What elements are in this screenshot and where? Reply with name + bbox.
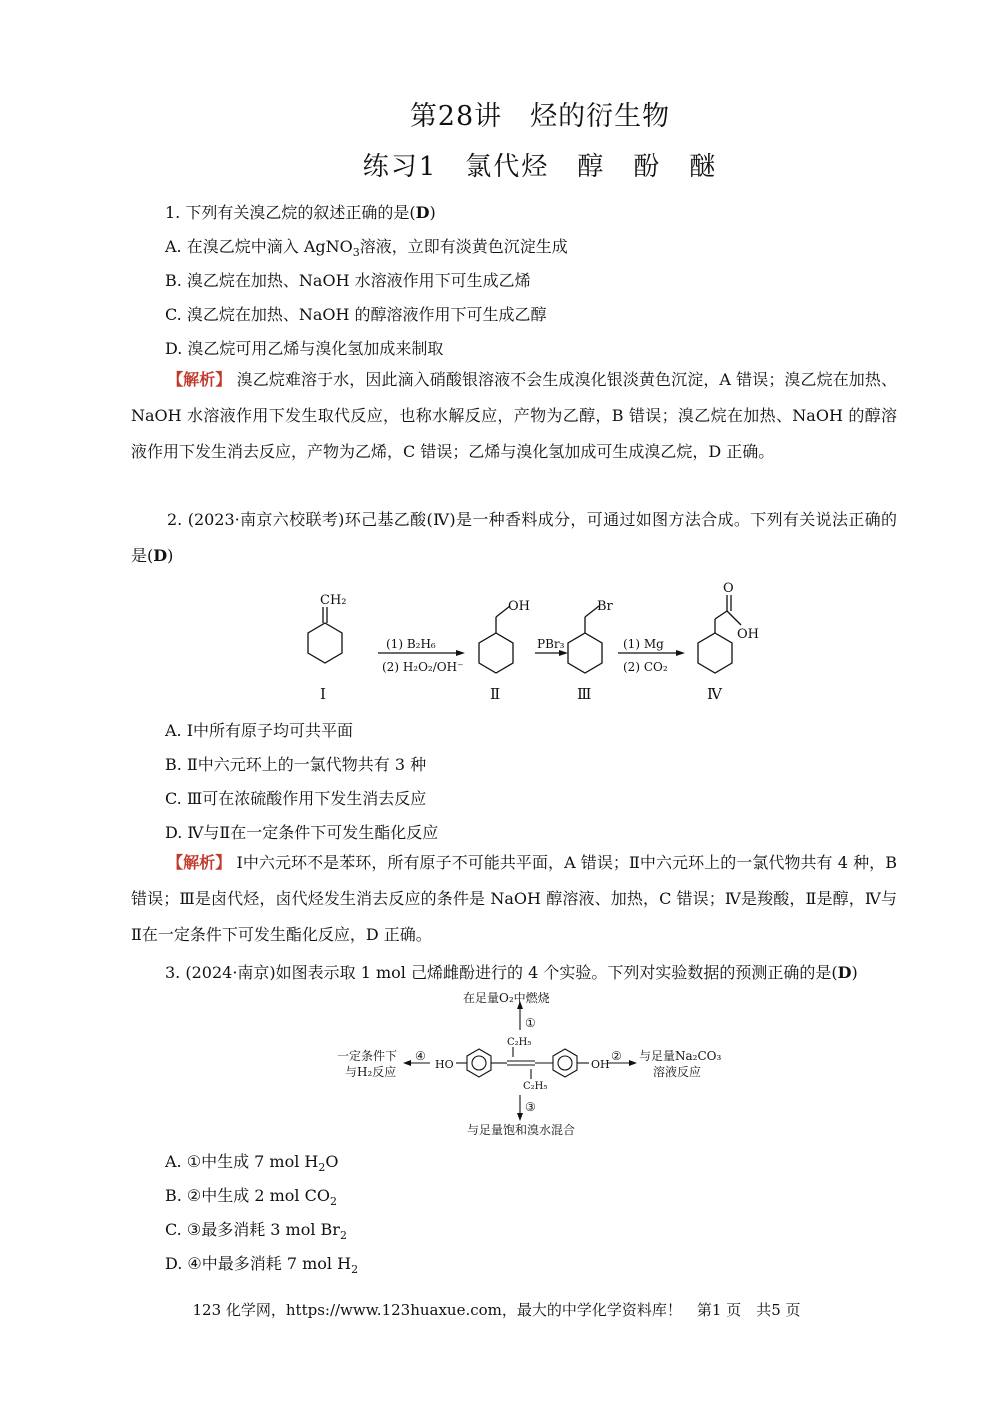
right-label-2: 溶液反应 <box>653 1065 702 1079</box>
ho-label: HO <box>435 1058 454 1071</box>
circle-2: ② <box>611 1049 622 1063</box>
q3-option-c: C. ③最多消耗 3 mol $Br_2$ <box>165 1220 347 1243</box>
compound-label-1: Ⅰ <box>320 685 326 703</box>
q3-answer: D <box>837 963 852 982</box>
step2-reagent: PBr₃ <box>537 637 565 651</box>
page-footer: 123 化学网，https://www.123huaxue.com，最大的中学化学资料库！ 第1 页 共5 页 <box>192 1301 801 1319</box>
q1-answer: D <box>415 203 430 222</box>
step3-reagent-bottom: (2) CO₂ <box>623 660 668 674</box>
ch2-label: CH₂ <box>320 593 347 608</box>
q3-option-b: B. ②中生成 2 mol $CO_2$ <box>165 1186 337 1209</box>
q1-option-b: B. 溴乙烷在加热、NaOH 水溶液作用下可生成乙烯 <box>165 271 531 290</box>
oh-label-2: OH <box>508 599 530 614</box>
cyclohexane-ring-3 <box>568 633 602 673</box>
q3-stem: 3. (2024·南京)如图表示取 1 mol 己烯雌酚进行的 4 个实验。下列对实验数据的预测正确的是(D) <box>165 963 858 982</box>
compound-label-2: Ⅱ <box>490 685 501 703</box>
oh-label-4: OH <box>737 627 759 642</box>
br-label: Br <box>597 599 613 614</box>
top-label: 在足量O₂中燃烧 <box>463 991 550 1005</box>
carbonyl-o-label: O <box>723 581 734 596</box>
benzene-ring-right <box>553 1049 577 1077</box>
compound-label-3: Ⅲ <box>577 685 592 703</box>
benzene-ring-left <box>467 1049 491 1077</box>
q1-option-a: A. 在溴乙烷中滴入 AgNO$_3$溶液，立即有淡黄色沉淀生成 <box>165 237 568 260</box>
right-label-1: 与足量Na₂CO₃ <box>639 1049 722 1063</box>
circle-3: ③ <box>525 1100 536 1114</box>
q2-option-c: C. Ⅲ可在浓硫酸作用下发生消去反应 <box>165 789 427 808</box>
q2-option-b: B. Ⅱ中六元环上的一氯代物共有 3 种 <box>165 755 427 774</box>
page-subtitle: 练习1 氯代烃 醇 酚 醚 <box>362 152 718 182</box>
q1-option-c: C. 溴乙烷在加热、NaOH 的醇溶液作用下可生成乙醇 <box>165 305 547 324</box>
compound-label-4: Ⅳ <box>707 685 722 703</box>
q2-option-a: A. Ⅰ中所有原子均可共平面 <box>165 721 354 740</box>
q2-stem: 2. (2023·南京六校联考)环己基乙酸(Ⅳ)是一种香料成分，可通过如图方法合成。下列有关说法正确的是(D) <box>131 510 897 565</box>
circle-1: ① <box>525 1016 536 1030</box>
bottom-label: 与足量饱和溴水混合 <box>467 1123 576 1137</box>
oh-label: OH <box>591 1058 610 1071</box>
step1-reagent-bottom: (2) H₂O₂/OH⁻ <box>382 660 464 674</box>
cyclohexane-ring-1 <box>308 623 342 663</box>
step1-reagent-top: (1) B₂H₆ <box>386 637 436 651</box>
q3-option-a: A. ①中生成 7 mol $H_2O$ <box>165 1152 339 1175</box>
circle-4: ④ <box>415 1049 426 1063</box>
q2-answer: D <box>153 546 168 565</box>
q2-synthesis-scheme <box>290 575 780 710</box>
q1-analysis: 【解析】 溴乙烷难溶于水，因此滴入硝酸银溶液不会生成溴化银淡黄色沉淀，A 错误；溴乙烷在加热、NaOH 水溶液作用下发生取代反应，也称水解反应，产物为乙醇，B 错误；溴乙烷在加热、NaOH 的醇溶液作用下发生消去反应，产物为乙烯，C 错误；乙烯与溴化氢加成可生成溴乙烷，D 正确。 <box>131 370 897 461</box>
cyclohexane-ring-4 <box>698 633 732 673</box>
q1-option-d: D. 溴乙烷可用乙烯与溴化氢加成来制取 <box>165 339 444 358</box>
analysis-tag: 【解析】 <box>167 853 232 872</box>
page-title: 第28讲 烃的衍生物 <box>409 101 671 132</box>
q1-stem: 1. 下列有关溴乙烷的叙述正确的是(D) <box>165 203 436 222</box>
ethyl-bottom: C₂H₅ <box>523 1081 548 1092</box>
analysis-tag: 【解析】 <box>167 370 232 389</box>
step3-reagent-top: (1) Mg <box>623 637 664 651</box>
q2-analysis: 【解析】 Ⅰ中六元环不是苯环，所有原子不可能共平面，A 错误；Ⅱ中六元环上的一氯代物共有 4 种，B 错误；Ⅲ是卤代烃，卤代烃发生消去反应的条件是 NaOH 醇溶液、加热，C 错误；Ⅳ是羧酸，Ⅱ是醇，Ⅳ与Ⅱ在一定条件下可发生酯化反应，D 正确。 <box>131 853 897 944</box>
q2-option-d: D. Ⅳ与Ⅱ在一定条件下可发生酯化反应 <box>165 823 439 842</box>
cyclohexane-ring-2 <box>479 633 513 673</box>
left-label-2: 与H₂反应 <box>345 1065 397 1079</box>
left-label-1: 一定条件下 <box>337 1049 398 1063</box>
q3-experiment-scheme <box>335 985 735 1140</box>
ethyl-top: C₂H₅ <box>507 1037 532 1048</box>
q3-option-d: D. ④中最多消耗 7 mol $H_2$ <box>165 1254 359 1277</box>
